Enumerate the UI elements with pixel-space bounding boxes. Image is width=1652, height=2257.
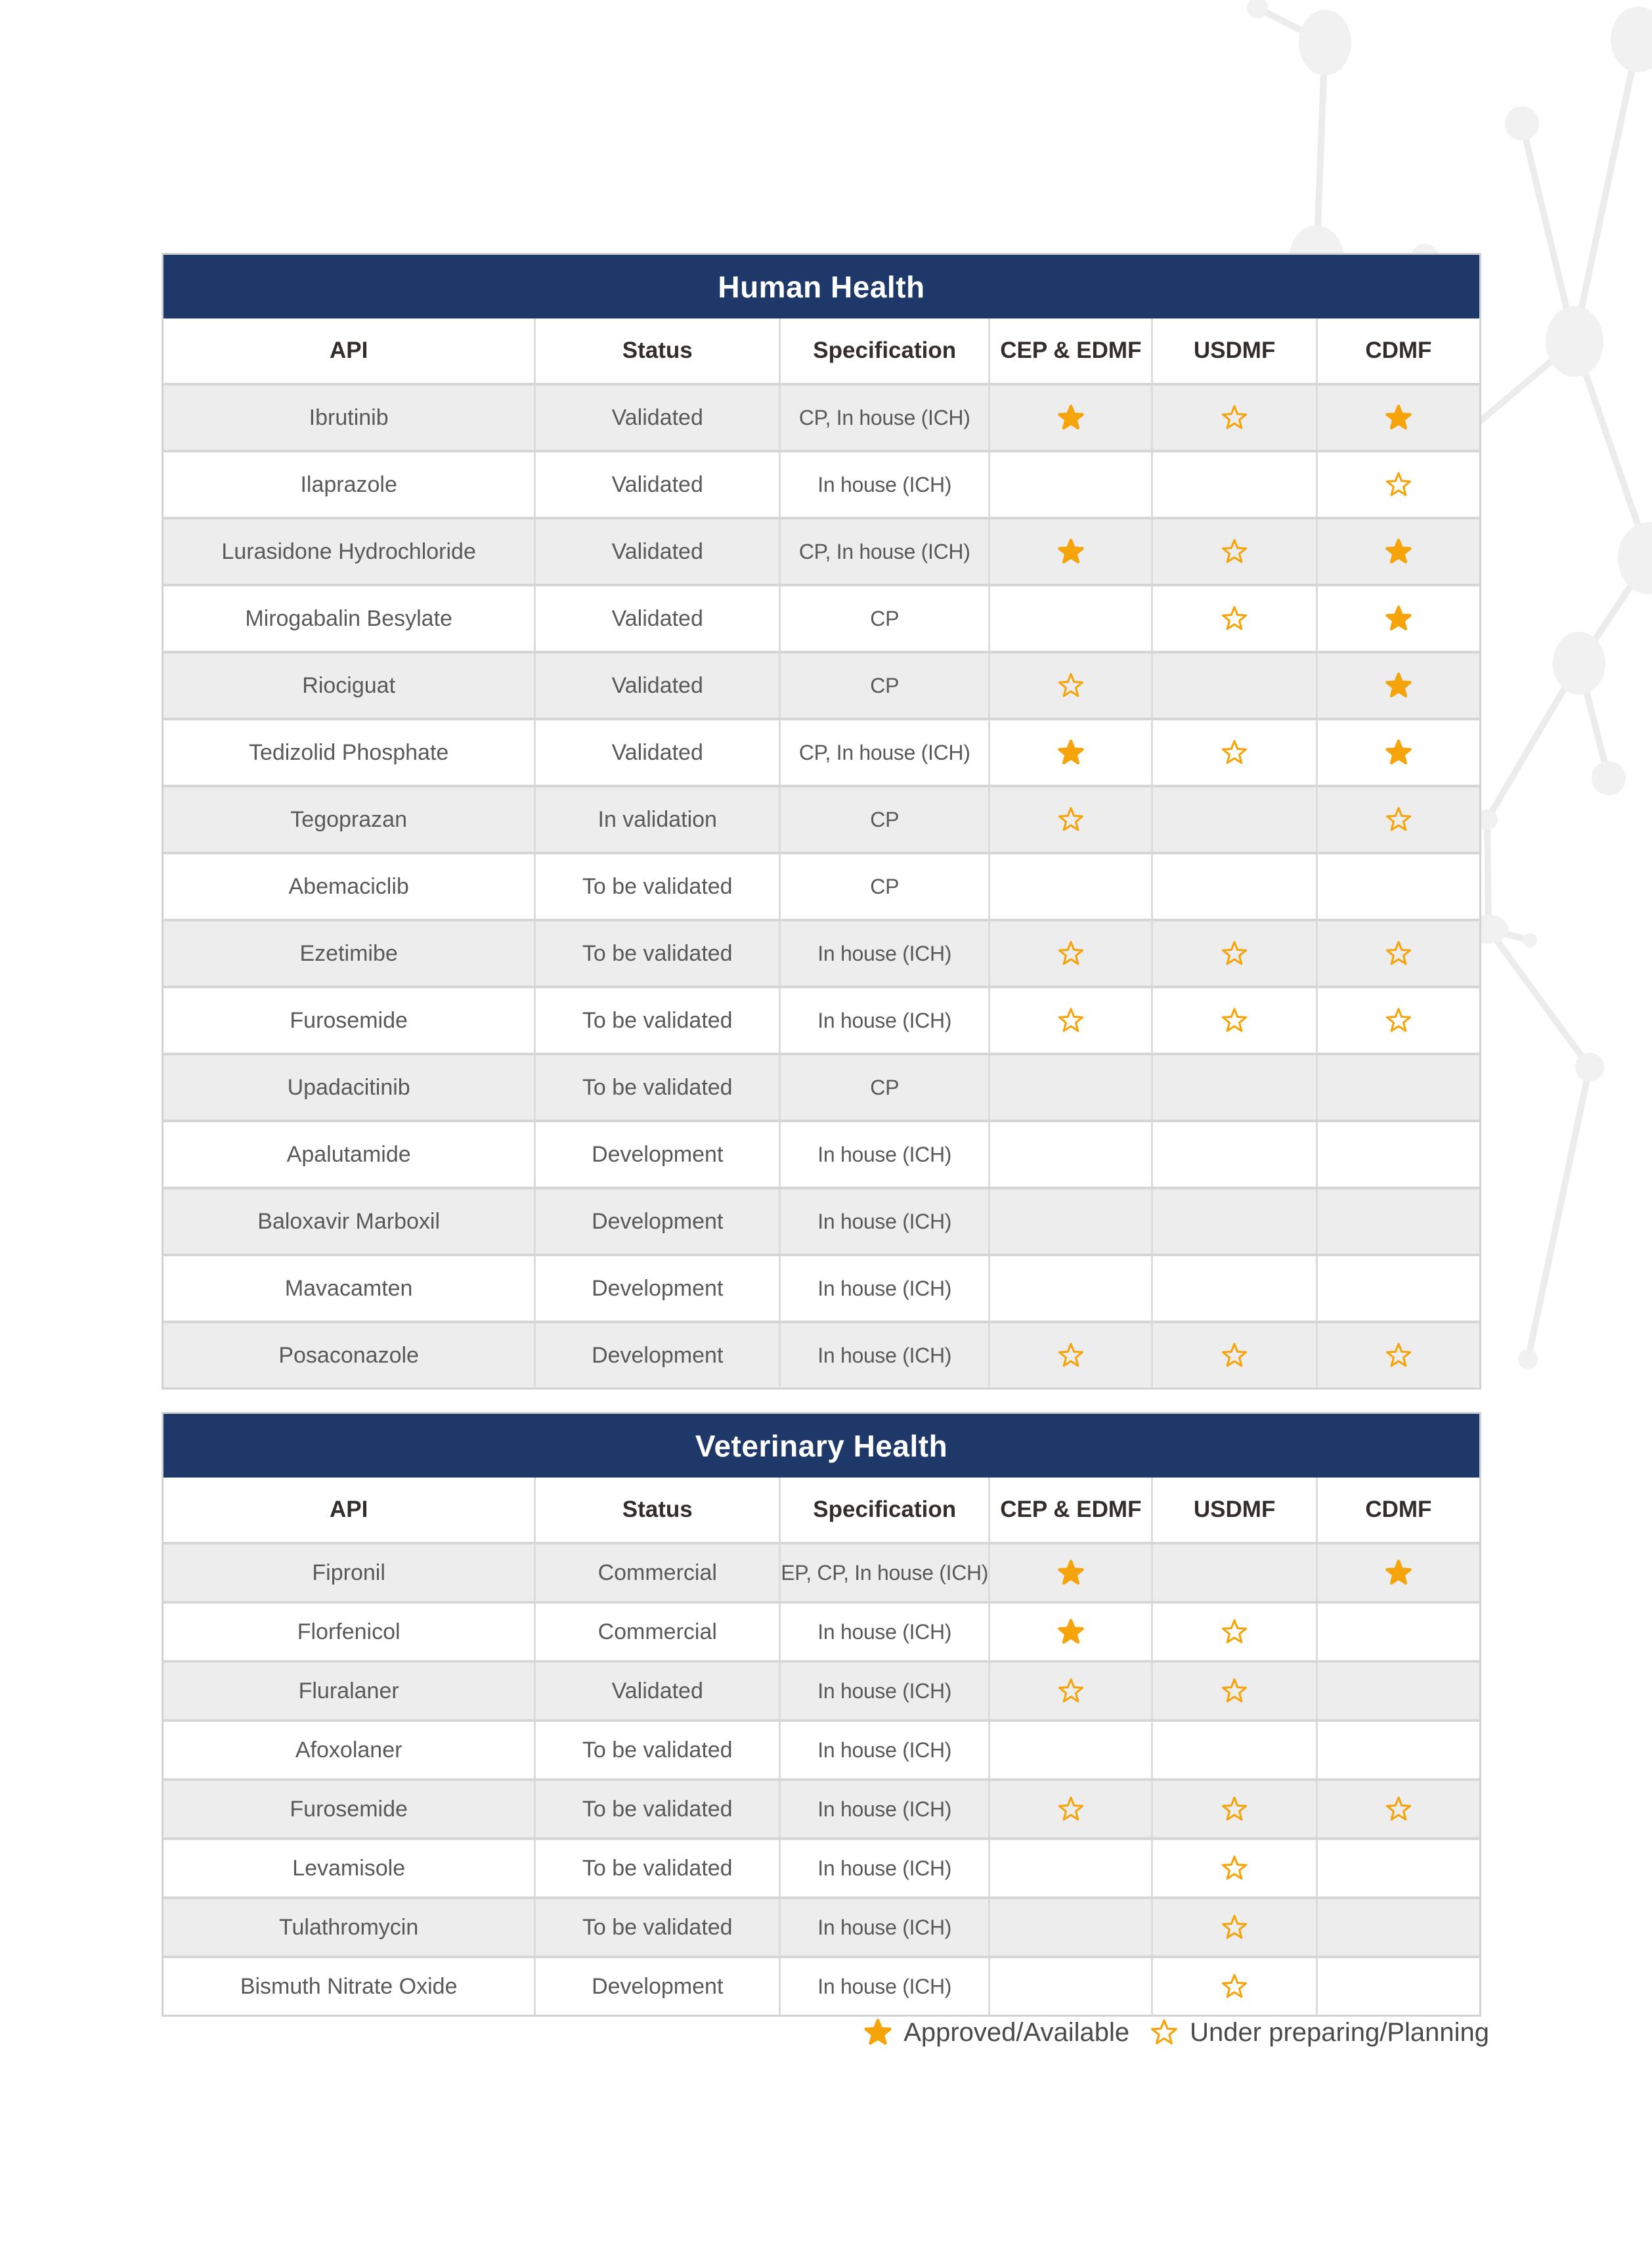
cdmf-cell	[1316, 1122, 1479, 1187]
api-cell: Mavacamten	[284, 1275, 413, 1301]
star-filled-icon	[1056, 537, 1085, 566]
star-outline-icon	[1220, 604, 1249, 633]
specification-cell: In house (ICH)	[779, 1323, 988, 1388]
api-cell: Furosemide	[290, 1007, 408, 1033]
cep-edmf-cell	[988, 452, 1151, 517]
specification-cell: CP	[779, 854, 988, 919]
specification-cell: CP	[779, 1055, 988, 1120]
usdmf-cell	[1151, 1781, 1315, 1837]
table-header-row	[163, 318, 1479, 383]
status-cell: Validated	[534, 452, 779, 517]
usdmf-cell	[1151, 1122, 1315, 1187]
star-outline-icon	[1056, 1006, 1085, 1035]
table-row	[163, 785, 1479, 852]
specification-cell: In house (ICH)	[779, 1663, 988, 1719]
usdmf-cell	[1151, 1189, 1315, 1254]
col-header-cep-edmf: CEP & EDMF	[988, 1478, 1151, 1542]
cep-edmf-cell	[988, 1323, 1151, 1388]
star-outline-icon	[1220, 1795, 1249, 1824]
api-cell: Florfenicol	[297, 1619, 401, 1644]
status-cell: Development	[534, 1189, 779, 1254]
specification-cell: In house (ICH)	[779, 1781, 988, 1837]
cdmf-cell	[1316, 452, 1479, 517]
star-outline-icon	[1220, 1972, 1249, 2001]
star-filled-icon	[1056, 403, 1085, 432]
cep-edmf-cell	[988, 720, 1151, 785]
usdmf-cell	[1151, 1055, 1315, 1120]
table-row	[163, 1601, 1479, 1660]
api-cell: Afoxolaner	[295, 1737, 402, 1763]
cep-edmf-cell	[988, 854, 1151, 919]
cep-edmf-cell	[988, 1840, 1151, 1896]
status-cell: Validated	[534, 385, 779, 450]
specification-cell: CP, In house (ICH)	[779, 720, 988, 785]
status-cell: To be validated	[534, 1899, 779, 1956]
api-cell: Posaconazole	[278, 1342, 419, 1368]
col-header-usdmf: USDMF	[1151, 318, 1315, 383]
cdmf-cell	[1316, 988, 1479, 1053]
star-outline-icon	[1220, 1676, 1249, 1705]
specification-cell: In house (ICH)	[779, 452, 988, 517]
specification-cell: CP, In house (ICH)	[779, 519, 988, 584]
table-row	[163, 651, 1479, 718]
api-cell: Ezetimibe	[299, 940, 398, 966]
table-header-row	[163, 1478, 1479, 1542]
table-row	[163, 1254, 1479, 1321]
table-row	[163, 1053, 1479, 1120]
status-cell: To be validated	[534, 1055, 779, 1120]
cep-edmf-cell	[988, 1122, 1151, 1187]
table-row	[163, 584, 1479, 651]
cdmf-cell	[1316, 1545, 1479, 1601]
table-row	[163, 450, 1479, 517]
cdmf-cell	[1316, 1604, 1479, 1660]
usdmf-cell	[1151, 1899, 1315, 1956]
specification-cell: In house (ICH)	[779, 1122, 988, 1187]
api-cell: Upadacitinib	[287, 1074, 410, 1100]
table-row	[163, 986, 1479, 1053]
table-row	[163, 1956, 1479, 2015]
api-cell: Mirogabalin Besylate	[245, 605, 452, 631]
usdmf-cell	[1151, 720, 1315, 785]
star-filled-icon	[1384, 604, 1413, 633]
usdmf-cell	[1151, 452, 1315, 517]
cdmf-cell	[1316, 1256, 1479, 1321]
star-outline-icon	[1220, 1854, 1249, 1883]
cdmf-cell	[1316, 854, 1479, 919]
cep-edmf-cell	[988, 1604, 1151, 1660]
cep-edmf-cell	[988, 921, 1151, 986]
table-row	[163, 1542, 1479, 1601]
cep-edmf-cell	[988, 1055, 1151, 1120]
legend	[863, 2017, 1489, 2048]
star-filled-icon	[1056, 1617, 1085, 1646]
status-cell: Validated	[534, 653, 779, 718]
specification-cell: In house (ICH)	[779, 1899, 988, 1956]
star-outline-icon	[1220, 403, 1249, 432]
star-outline-icon	[1220, 537, 1249, 566]
star-outline-icon	[1220, 939, 1249, 968]
veterinary-health-table	[162, 1412, 1481, 2017]
table-row	[163, 1778, 1479, 1837]
table-title: Human Health	[718, 269, 925, 304]
star-outline-icon	[1384, 805, 1413, 834]
usdmf-cell	[1151, 1958, 1315, 2015]
col-header-api: API	[329, 338, 368, 363]
cdmf-cell	[1316, 1663, 1479, 1719]
api-cell: Tegoprazan	[290, 806, 407, 832]
col-header-cdmf: CDMF	[1316, 318, 1479, 383]
col-header-cep-edmf: CEP & EDMF	[988, 318, 1151, 383]
cep-edmf-cell	[988, 1256, 1151, 1321]
usdmf-cell	[1151, 1545, 1315, 1601]
star-outline-icon	[1056, 805, 1085, 834]
api-cell: Abemaciclib	[288, 873, 409, 899]
api-cell: Lurasidone Hydrochloride	[221, 538, 476, 564]
specification-cell: In house (ICH)	[779, 1256, 988, 1321]
api-cell: Riociguat	[302, 672, 396, 698]
star-filled-icon	[1384, 1558, 1413, 1587]
specification-cell: In house (ICH)	[779, 988, 988, 1053]
veterinary-health-title-bar	[163, 1414, 1479, 1478]
table-row	[163, 919, 1479, 986]
col-header-specification: Specification	[779, 1478, 988, 1542]
star-filled-icon	[1384, 738, 1413, 767]
star-outline-icon	[1384, 1006, 1413, 1035]
col-header-api: API	[329, 1497, 368, 1522]
star-outline-icon	[1220, 1617, 1249, 1646]
api-cell: Ilaprazole	[300, 471, 397, 497]
specification-cell: In house (ICH)	[779, 1958, 988, 2015]
cep-edmf-cell	[988, 1722, 1151, 1778]
star-outline-icon	[1149, 2017, 1179, 2048]
api-cell: Furosemide	[290, 1796, 408, 1822]
api-cell: Levamisole	[292, 1855, 406, 1881]
cdmf-cell	[1316, 653, 1479, 718]
cdmf-cell	[1316, 519, 1479, 584]
col-header-status: Status	[534, 1478, 779, 1542]
table-row	[163, 1187, 1479, 1254]
table-row	[163, 1896, 1479, 1956]
cep-edmf-cell	[988, 1781, 1151, 1837]
status-cell: To be validated	[534, 854, 779, 919]
api-cell: Bismuth Nitrate Oxide	[240, 1973, 458, 1999]
status-cell: Validated	[534, 586, 779, 651]
star-outline-icon	[1056, 1341, 1085, 1370]
status-cell: In validation	[534, 787, 779, 852]
legend-approved-label: Approved/Available	[903, 2017, 1130, 2047]
star-filled-icon	[863, 2017, 893, 2048]
api-cell: Fluralaner	[298, 1678, 399, 1703]
cep-edmf-cell	[988, 1663, 1151, 1719]
legend-star-filled-slot	[863, 2017, 893, 2048]
star-filled-icon	[1056, 738, 1085, 767]
star-filled-icon	[1384, 537, 1413, 566]
table-row	[163, 1837, 1479, 1896]
table-title: Veterinary Health	[695, 1428, 948, 1463]
status-cell: To be validated	[534, 921, 779, 986]
cep-edmf-cell	[988, 519, 1151, 584]
legend-star-outline-slot	[1149, 2017, 1179, 2048]
star-outline-icon	[1384, 939, 1413, 968]
specification-cell: In house (ICH)	[779, 1189, 988, 1254]
cdmf-cell	[1316, 921, 1479, 986]
cep-edmf-cell	[988, 1545, 1151, 1601]
cdmf-cell	[1316, 385, 1479, 450]
human-health-table	[162, 253, 1481, 1390]
usdmf-cell	[1151, 519, 1315, 584]
table-row	[163, 517, 1479, 584]
table-row	[163, 1321, 1479, 1388]
specification-cell: In house (ICH)	[779, 1722, 988, 1778]
col-header-cdmf: CDMF	[1316, 1478, 1479, 1542]
usdmf-cell	[1151, 1722, 1315, 1778]
usdmf-cell	[1151, 1256, 1315, 1321]
status-cell: Development	[534, 1958, 779, 2015]
cdmf-cell	[1316, 1189, 1479, 1254]
cdmf-cell	[1316, 1722, 1479, 1778]
status-cell: Validated	[534, 1663, 779, 1719]
human-health-title-bar	[163, 255, 1479, 318]
status-cell: To be validated	[534, 1722, 779, 1778]
cdmf-cell	[1316, 1840, 1479, 1896]
cdmf-cell	[1316, 586, 1479, 651]
cep-edmf-cell	[988, 653, 1151, 718]
api-cell: Baloxavir Marboxil	[257, 1208, 441, 1234]
cep-edmf-cell	[988, 1899, 1151, 1956]
star-filled-icon	[1384, 671, 1413, 700]
status-cell: Validated	[534, 519, 779, 584]
table-body	[163, 1542, 1479, 2015]
cep-edmf-cell	[988, 385, 1151, 450]
specification-cell: In house (ICH)	[779, 921, 988, 986]
col-header-specification: Specification	[779, 318, 988, 383]
status-cell: Validated	[534, 720, 779, 785]
usdmf-cell	[1151, 988, 1315, 1053]
star-outline-icon	[1384, 1341, 1413, 1370]
star-outline-icon	[1220, 1913, 1249, 1942]
table-row	[163, 852, 1479, 919]
cdmf-cell	[1316, 787, 1479, 852]
star-outline-icon	[1056, 939, 1085, 968]
api-cell: Ibrutinib	[309, 405, 389, 430]
usdmf-cell	[1151, 385, 1315, 450]
status-cell: Development	[534, 1122, 779, 1187]
cdmf-cell	[1316, 1899, 1479, 1956]
status-cell: To be validated	[534, 988, 779, 1053]
specification-cell: In house (ICH)	[779, 1840, 988, 1896]
api-cell: Apalutamide	[286, 1141, 411, 1167]
star-outline-icon	[1384, 470, 1413, 499]
col-header-status: Status	[534, 318, 779, 383]
table-row	[163, 1660, 1479, 1719]
cep-edmf-cell	[988, 988, 1151, 1053]
specification-cell: CP	[779, 787, 988, 852]
specification-cell: In house (ICH)	[779, 1604, 988, 1660]
star-outline-icon	[1220, 738, 1249, 767]
legend-planning-label: Under preparing/Planning	[1190, 2017, 1489, 2047]
table-row	[163, 1120, 1479, 1187]
cdmf-cell	[1316, 1958, 1479, 2015]
table-row	[163, 1719, 1479, 1778]
star-filled-icon	[1056, 1558, 1085, 1587]
usdmf-cell	[1151, 1840, 1315, 1896]
usdmf-cell	[1151, 1323, 1315, 1388]
star-outline-icon	[1056, 1676, 1085, 1705]
api-cell: Tedizolid Phosphate	[248, 739, 449, 765]
status-cell: To be validated	[534, 1781, 779, 1837]
star-outline-icon	[1220, 1341, 1249, 1370]
usdmf-cell	[1151, 1663, 1315, 1719]
usdmf-cell	[1151, 653, 1315, 718]
cep-edmf-cell	[988, 787, 1151, 852]
star-filled-icon	[1384, 403, 1413, 432]
cdmf-cell	[1316, 1323, 1479, 1388]
usdmf-cell	[1151, 787, 1315, 852]
status-cell: Development	[534, 1256, 779, 1321]
usdmf-cell	[1151, 1604, 1315, 1660]
usdmf-cell	[1151, 921, 1315, 986]
table-row	[163, 718, 1479, 785]
usdmf-cell	[1151, 854, 1315, 919]
cep-edmf-cell	[988, 586, 1151, 651]
status-cell: Development	[534, 1323, 779, 1388]
usdmf-cell	[1151, 586, 1315, 651]
cdmf-cell	[1316, 720, 1479, 785]
cdmf-cell	[1316, 1781, 1479, 1837]
specification-cell: CP	[779, 586, 988, 651]
api-cell: Tulathromycin	[279, 1914, 419, 1940]
star-outline-icon	[1384, 1795, 1413, 1824]
specification-cell: CP	[779, 653, 988, 718]
status-cell: To be validated	[534, 1840, 779, 1896]
table-body	[163, 383, 1479, 1388]
cdmf-cell	[1316, 1055, 1479, 1120]
star-outline-icon	[1056, 1795, 1085, 1824]
specification-cell: EP, CP, In house (ICH)	[779, 1545, 988, 1601]
table-row	[163, 383, 1479, 450]
api-cell: Fipronil	[312, 1560, 385, 1585]
star-outline-icon	[1220, 1006, 1249, 1035]
star-outline-icon	[1056, 671, 1085, 700]
col-header-usdmf: USDMF	[1151, 1478, 1315, 1542]
cep-edmf-cell	[988, 1958, 1151, 2015]
cep-edmf-cell	[988, 1189, 1151, 1254]
status-cell: Commercial	[534, 1545, 779, 1601]
status-cell: Commercial	[534, 1604, 779, 1660]
specification-cell: CP, In house (ICH)	[779, 385, 988, 450]
